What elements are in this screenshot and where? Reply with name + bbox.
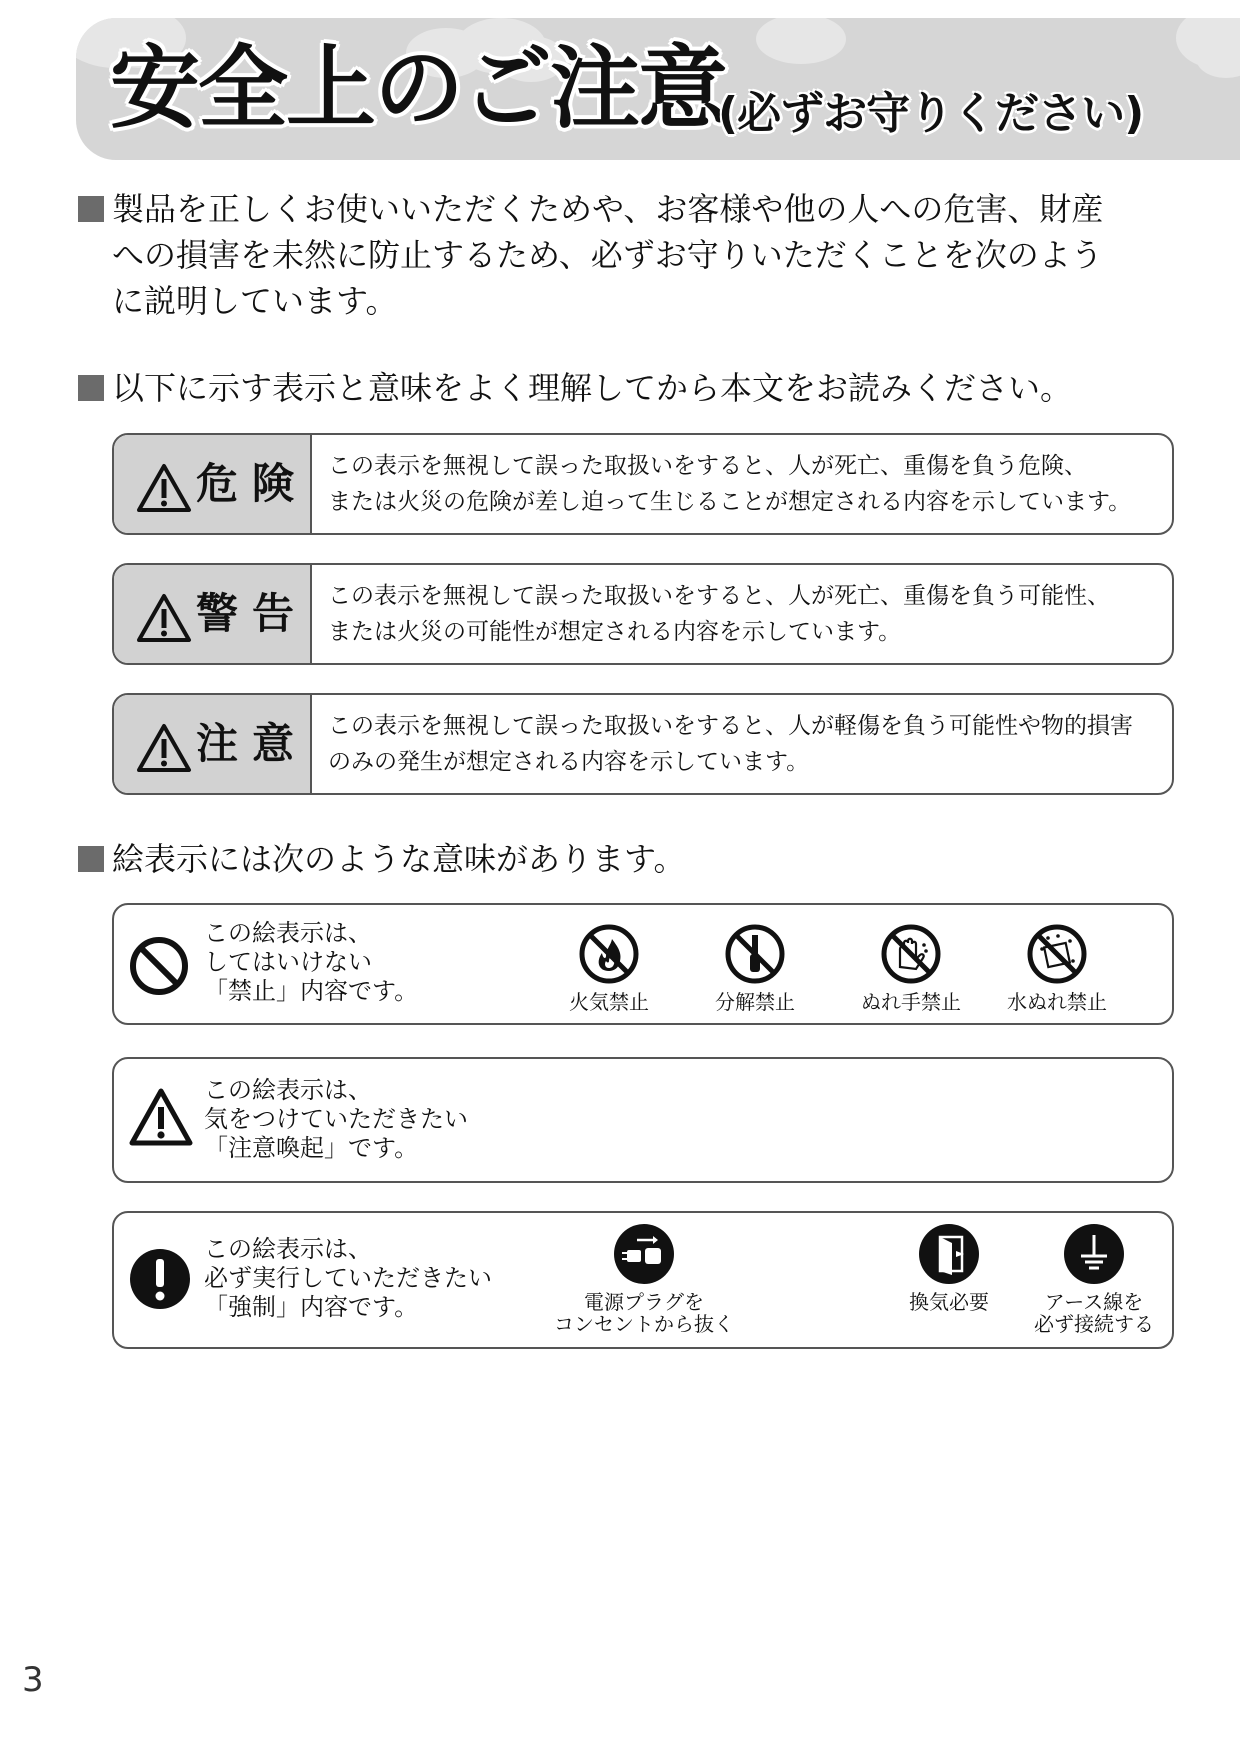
- warning-triangle-icon: [136, 593, 192, 643]
- intro-line: 製品を正しくお使いいただくためや、お客様や他の人への危害、財産: [112, 190, 1104, 228]
- page-subtitle: (必ずお守りください): [718, 88, 1144, 139]
- pictogram-label-line: コンセントから抜く: [554, 1312, 734, 1336]
- signal-word: 注意: [196, 719, 309, 768]
- pictogram-heading-bullet: [78, 846, 104, 876]
- mandatory-icon: [128, 1247, 192, 1311]
- pictogram-example: [995, 923, 1119, 1013]
- pictogram-example: [894, 1223, 1004, 1313]
- pictogram-description-line: この絵表示は、: [204, 1076, 372, 1104]
- pictogram-box-mandatory: [112, 1211, 1174, 1349]
- signal-description: [328, 578, 1110, 650]
- signal-word: 危険: [196, 459, 309, 508]
- pictogram-description-line: 気をつけていただきたい: [204, 1105, 468, 1133]
- intro-line: への損害を未然に防止するため、必ずお守りいただくことを次のよう: [112, 236, 1103, 274]
- signal-box-caution: [112, 693, 1174, 795]
- pictogram-description-line: 「強制」内容です。: [204, 1293, 419, 1321]
- pictogram-example: [544, 1223, 744, 1335]
- pictogram-label: [894, 1291, 1004, 1313]
- pictogram-description: [204, 919, 418, 1006]
- unplug-icon: [613, 1223, 675, 1285]
- intro-bullet: [78, 196, 104, 226]
- pictogram-label-line: 必ず接続する: [1034, 1312, 1154, 1336]
- warning-triangle-icon: [136, 463, 192, 513]
- intro-paragraph: [112, 186, 1103, 324]
- signal-head: [114, 565, 312, 663]
- pictogram-description-line: この絵表示は、: [204, 1235, 372, 1263]
- signal-description: [328, 448, 1131, 520]
- pictogram-example: [849, 923, 973, 1013]
- pictogram-example: [700, 923, 810, 1013]
- no-disassembly-icon: [724, 923, 786, 985]
- pictogram-label: [1014, 1291, 1174, 1335]
- signal-head: [114, 435, 312, 533]
- caution-triangle-icon: [128, 1087, 194, 1147]
- ventilation-icon: [918, 1223, 980, 1285]
- signal-head: [114, 695, 312, 793]
- no-water-icon: [1026, 923, 1088, 985]
- signal-heading-bullet: [78, 375, 104, 405]
- pictogram-description-line: この絵表示は、: [204, 919, 372, 947]
- intro-line: に説明しています。: [112, 282, 398, 320]
- pictogram-heading: 絵表示には次のような意味があります。: [112, 840, 686, 878]
- pictogram-label: 分解禁止: [715, 990, 795, 1014]
- signal-heading: 以下に示す表示と意味をよく理解してから本文をお読みください。: [112, 369, 1073, 407]
- warning-triangle-icon: [136, 723, 192, 773]
- pictogram-description-line: 「禁止」内容です。: [204, 977, 419, 1005]
- pictogram-description: [204, 1235, 492, 1322]
- signal-description-line: のみの発生が想定される内容を示しています。: [328, 749, 810, 775]
- pictogram-label: ぬれ手禁止: [861, 990, 961, 1014]
- pictogram-box-prohibition: [112, 903, 1174, 1025]
- signal-description-line: この表示を無視して誤った取扱いをすると、人が死亡、重傷を負う危険、: [328, 453, 1087, 479]
- signal-description-line: この表示を無視して誤った取扱いをすると、人が軽傷を負う可能性や物的損害: [328, 713, 1133, 739]
- signal-description-line: または火災の可能性が想定される内容を示しています。: [328, 619, 902, 645]
- pictogram-label: [544, 1291, 744, 1335]
- pictogram-label-line: アース線を: [1044, 1290, 1144, 1314]
- signal-box-warning: [112, 563, 1174, 665]
- ground-icon: [1063, 1223, 1125, 1285]
- signal-description-line: または火災の危険が差し迫って生じることが想定される内容を示しています。: [328, 489, 1132, 515]
- pictogram-label-line: 換気必要: [909, 1290, 989, 1314]
- signal-description-line: この表示を無視して誤った取扱いをすると、人が死亡、重傷を負う可能性、: [328, 583, 1110, 609]
- signal-description: [328, 708, 1133, 780]
- pictogram-description-line: 必ず実行していただきたい: [204, 1264, 492, 1292]
- no-fire-icon: [578, 923, 640, 985]
- pictogram-box-caution: [112, 1057, 1174, 1183]
- pictogram-label-line: 電源プラグを: [584, 1290, 704, 1314]
- pictogram-description-line: 「注意喚起」です。: [204, 1134, 419, 1162]
- pictogram-description: [204, 1076, 468, 1163]
- pictogram-example: [554, 923, 664, 1013]
- pictogram-description-line: してはいけない: [204, 948, 372, 976]
- no-wet-hands-icon: [880, 923, 942, 985]
- signal-box-danger: [112, 433, 1174, 535]
- page-number: 3: [22, 1660, 44, 1700]
- pictogram-label: 水ぬれ禁止: [1007, 990, 1107, 1014]
- prohibition-icon: [128, 935, 190, 997]
- pictogram-example: [1014, 1223, 1174, 1335]
- page-title: 安全上のご注意: [110, 36, 726, 141]
- signal-word: 警告: [196, 589, 309, 638]
- pictogram-label: 火気禁止: [569, 990, 649, 1014]
